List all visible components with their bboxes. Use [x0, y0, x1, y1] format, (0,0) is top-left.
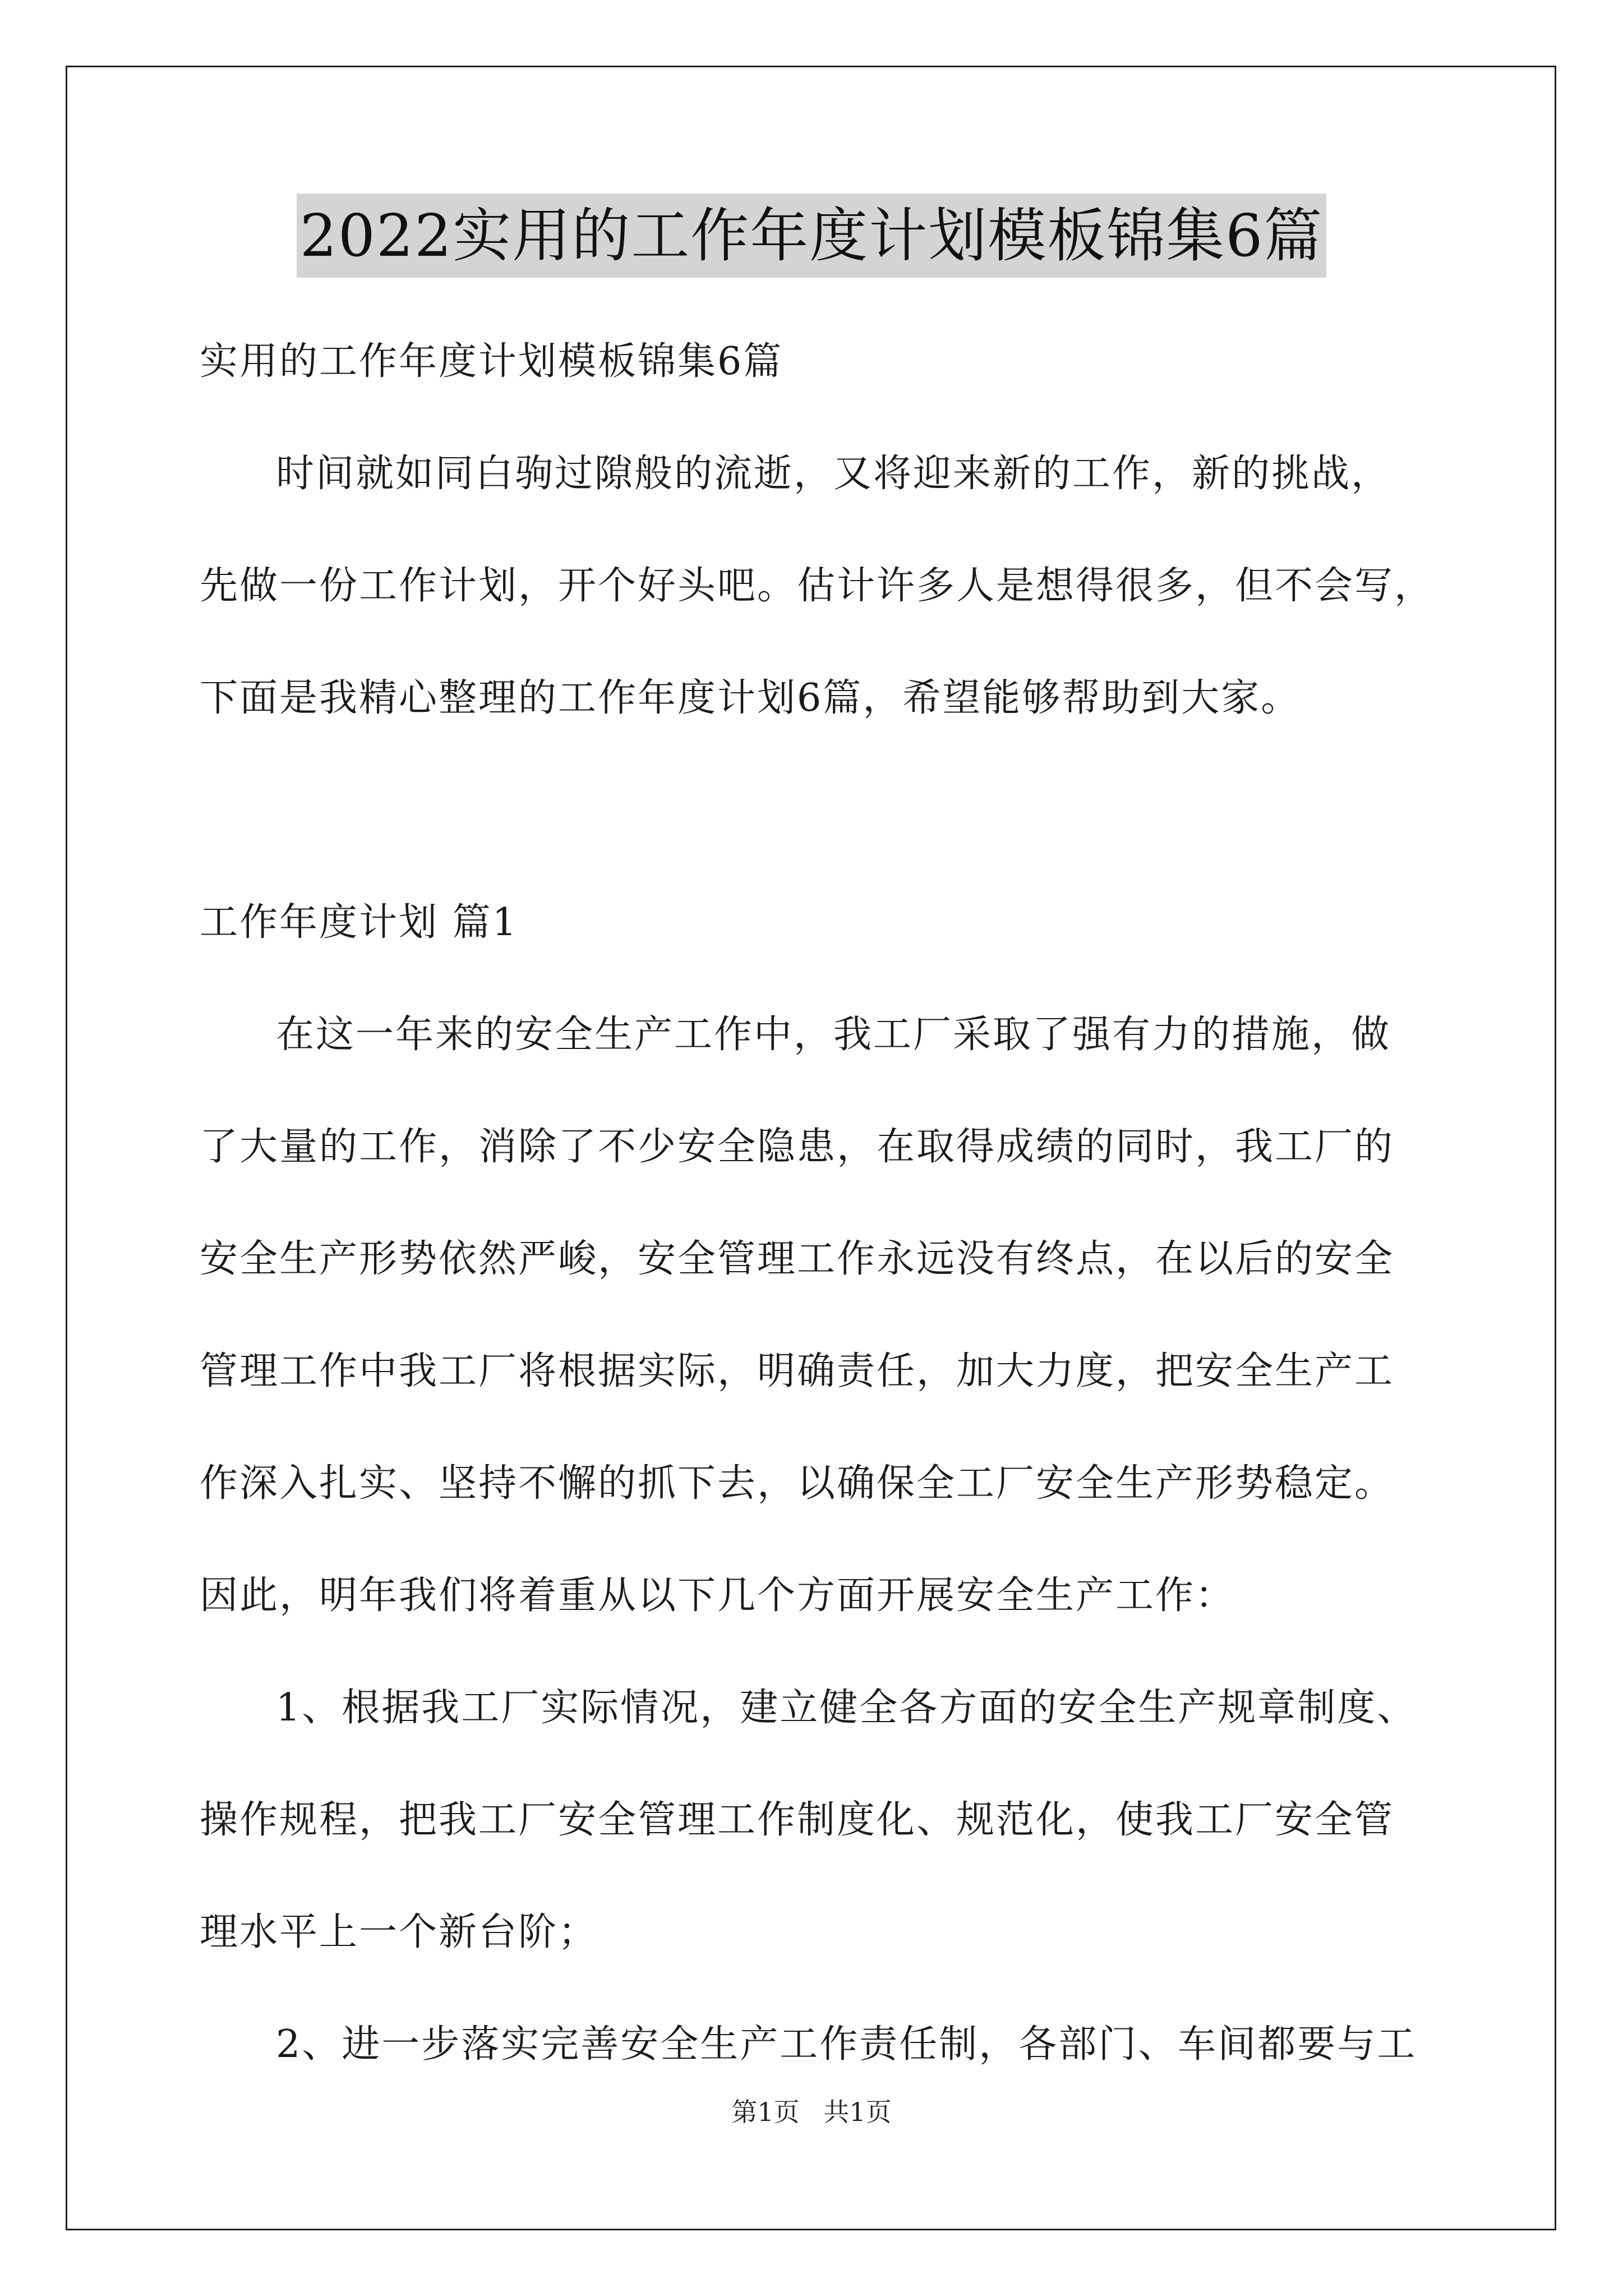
list-item-line: 操作规程，把我工厂安全管理工作制度化、规范化，使我工厂安全管 — [200, 1798, 1395, 1842]
paragraph-line: 了大量的工作，消除了不少安全隐患，在取得成绩的同时，我工厂的 — [200, 1125, 1395, 1169]
document-subtitle: 实用的工作年度计划模板锦集6篇 — [200, 339, 783, 384]
intro-line: 下面是我精心整理的工作年度计划6篇，希望能够帮助到大家。 — [200, 676, 1301, 720]
paragraph-line: 管理工作中我工厂将根据实际，明确责任，加大力度，把安全生产工 — [200, 1349, 1395, 1393]
list-item-line: 2、进一步落实完善安全生产工作责任制，各部门、车间都要与工 — [276, 2022, 1417, 2067]
list-item-line: 1、根据我工厂实际情况，建立健全各方面的安全生产规章制度、 — [276, 1686, 1417, 1730]
list-item-line: 理水平上一个新台阶； — [200, 1910, 598, 1954]
paragraph-line: 因此，明年我们将着重从以下几个方面开展安全生产工作： — [200, 1573, 1235, 1618]
page-footer — [0, 2095, 1623, 2129]
document-title: 2022实用的工作年度计划模板锦集6篇 — [297, 194, 1327, 278]
intro-line: 时间就如同白驹过隙般的流逝，又将迎来新的工作，新的挑战， — [276, 452, 1391, 496]
paragraph-line: 在这一年来的安全生产工作中，我工厂采取了强有力的措施，做 — [276, 1013, 1391, 1057]
section-heading: 工作年度计划 篇1 — [200, 900, 518, 945]
document-body — [200, 306, 1473, 2101]
paragraph-line: 作深入扎实、坚持不懈的抓下去，以确保全工厂安全生产形势稳定。 — [200, 1461, 1395, 1506]
page-number: 第1页 — [731, 2097, 800, 2127]
page-total: 共1页 — [823, 2097, 892, 2127]
title-container — [0, 194, 1623, 278]
paragraph-line: 安全生产形势依然严峻，安全管理工作永远没有终点，在以后的安全 — [200, 1237, 1395, 1281]
intro-line: 先做一份工作计划，开个好头吧。估计许多人是想得很多，但不会写， — [200, 564, 1435, 608]
spacer — [200, 754, 1473, 867]
